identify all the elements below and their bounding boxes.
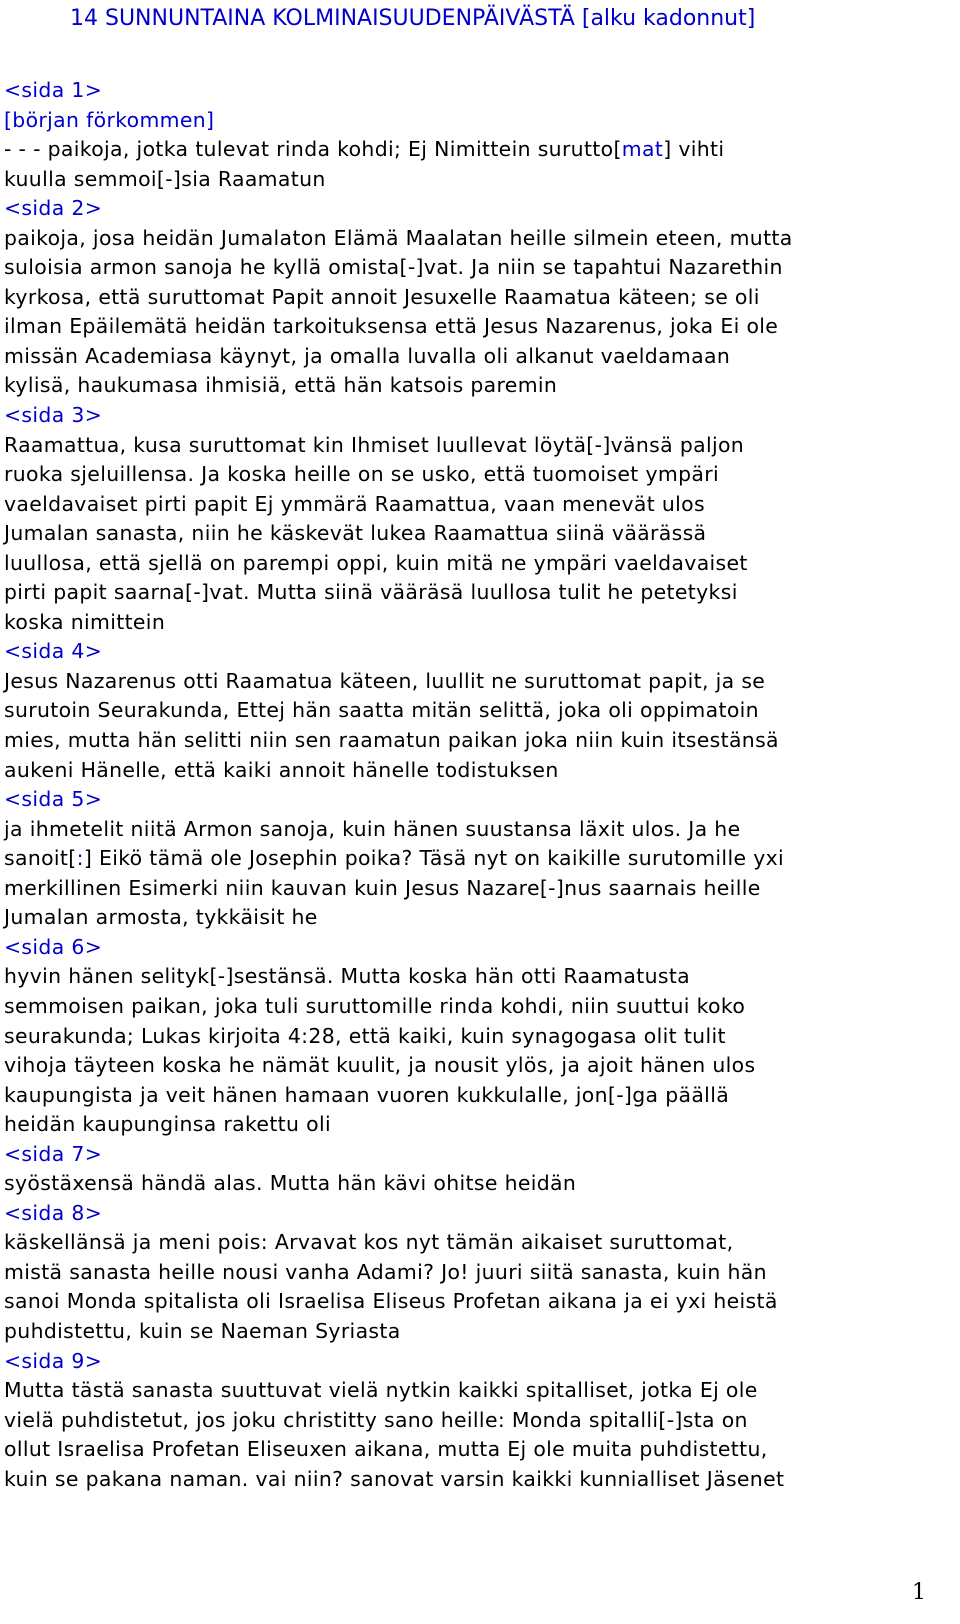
line-text: kuulla semmoi[-]sia Raamatun xyxy=(4,166,326,191)
text-line xyxy=(4,815,956,845)
line-text: ollut Israelisa Profetan Eliseuxen aikana, mutta Ej ole muita puhdistettu, xyxy=(4,1437,768,1462)
line-text: heidän kaupunginsa rakettu oli xyxy=(4,1112,331,1137)
page-marker xyxy=(4,1347,956,1377)
page-marker xyxy=(4,785,956,815)
line-text: kylisä, haukumasa ihmisiä, että hän katsois paremin xyxy=(4,373,558,398)
text-line xyxy=(4,135,956,165)
line-text: vaeldavaiset pirti papit Ej ymmärä Raamattua, vaan menevät ulos xyxy=(4,491,705,516)
page-number: 1 xyxy=(912,1580,926,1605)
page-marker xyxy=(4,637,956,667)
text-line xyxy=(4,165,956,195)
line-text: kuin se pakana naman. vai niin? sanovat varsin kaikki kunnialliset Jäsenet xyxy=(4,1466,785,1491)
page-marker xyxy=(4,106,956,136)
line-text: syöstäxensä händä alas. Mutta hän kävi ohitse heidän xyxy=(4,1171,577,1196)
page-marker-text: [början förkommen] xyxy=(4,107,215,132)
line-text: Jumalan armosta, tykkäisit he xyxy=(4,905,318,930)
text-line xyxy=(4,1287,956,1317)
text-line xyxy=(4,696,956,726)
page-marker-text: <sida 4> xyxy=(4,639,103,664)
page-marker-text: <sida 6> xyxy=(4,934,103,959)
page-marker xyxy=(4,194,956,224)
text-line xyxy=(4,667,956,697)
text-line xyxy=(4,1169,956,1199)
text-line xyxy=(4,371,956,401)
text-line xyxy=(4,431,956,461)
text-line xyxy=(4,490,956,520)
line-text: ruoka sjeluillensa. Ja koska heille on se usko, että tuomoiset ympäri xyxy=(4,462,719,487)
line-text: paikoja, josa heidän Jumalaton Elämä Maalatan heille silmein eteen, mutta xyxy=(4,225,793,250)
page-marker-text: <sida 1> xyxy=(4,78,103,102)
page-marker xyxy=(4,1199,956,1229)
text-line xyxy=(4,874,956,904)
editorial-insert: mat xyxy=(621,137,664,162)
text-line xyxy=(4,519,956,549)
text-line xyxy=(4,460,956,490)
line-text: mistä sanasta heille nousi vanha Adami? Jo! juuri siitä sanasta, kuin hän xyxy=(4,1259,767,1284)
line-text: missän Academiasa käynyt, ja omalla luvalla oli alkanut vaeldamaan xyxy=(4,343,731,368)
text-line xyxy=(4,903,956,933)
text-line xyxy=(4,1435,956,1465)
text-line xyxy=(4,1022,956,1052)
line-text: - - - paikoja, jotka tulevat rinda kohdi; Ej Nimittein surutto[ xyxy=(4,137,622,162)
line-text: aukeni Hänelle, että kaiki annoit hänelle todistuksen xyxy=(4,757,559,782)
line-text: vihoja täyteen koska he nämät kuulit, ja nousit ylös, ja ajoit hänen ulos xyxy=(4,1053,756,1078)
text-line xyxy=(4,578,956,608)
line-text: Jumalan sanasta, niin he käskevät lukea Raamattua siinä väärässä xyxy=(4,521,707,546)
page-marker xyxy=(4,401,956,431)
text-line xyxy=(4,1406,956,1436)
text-line xyxy=(4,1465,956,1495)
text-line xyxy=(4,224,956,254)
page-marker xyxy=(4,1140,956,1170)
page-marker-text: <sida 8> xyxy=(4,1200,103,1225)
text-line xyxy=(4,1317,956,1347)
line-text: semmoisen paikan, joka tuli suruttomille rinda kohdi, niin suuttui koko xyxy=(4,993,746,1018)
text-line xyxy=(4,844,956,874)
text-line xyxy=(4,1228,956,1258)
line-text: sanoi Monda spitalista oli Israelisa Eliseus Profetan aikana ja ei yxi heistä xyxy=(4,1289,778,1314)
text-line xyxy=(4,992,956,1022)
text-line xyxy=(4,1051,956,1081)
page-marker-text: <sida 9> xyxy=(4,1348,103,1373)
text-line xyxy=(4,1258,956,1288)
line-text: ja ihmetelit niitä Armon sanoja, kuin hänen suustansa läxit ulos. Ja he xyxy=(4,816,741,841)
line-text: mies, mutta hän selitti niin sen raamatun paikan joka niin kuin itsestänsä xyxy=(4,728,779,753)
line-text: ] Eikö tämä ole Josephin poika? Täsä nyt on kaikille surutomille yxi xyxy=(83,846,785,871)
text-line xyxy=(4,726,956,756)
line-text: luullosa, että sjellä on parempi oppi, kuin mitä ne ympäri vaeldavaiset xyxy=(4,550,748,575)
line-text: seurakunda; Lukas kirjoita 4:28, että kaiki, kuin synagogasa olit tulit xyxy=(4,1023,726,1048)
line-text: sanoit[ xyxy=(4,846,77,871)
text-line xyxy=(4,253,956,283)
document-body xyxy=(4,76,956,1494)
line-text: Mutta tästä sanasta suuttuvat vielä nytkin kaikki spitalliset, jotka Ej ole xyxy=(4,1378,758,1403)
text-line xyxy=(4,283,956,313)
line-text: ilman Epäilemätä heidän tarkoituksensa että Jesus Nazarenus, joka Ei ole xyxy=(4,314,779,339)
line-text: suloisia armon sanoja he kyllä omista[-]vat. Ja niin se tapahtui Nazarethin xyxy=(4,255,783,280)
page-marker-text: <sida 2> xyxy=(4,196,103,221)
line-text: puhdistettu, kuin se Naeman Syriasta xyxy=(4,1318,401,1343)
text-line xyxy=(4,342,956,372)
text-line xyxy=(4,962,956,992)
line-text: merkillinen Esimerki niin kauvan kuin Jesus Nazare[-]nus saarnais heille xyxy=(4,875,761,900)
line-text: koska nimittein xyxy=(4,609,166,634)
page-marker-text: <sida 7> xyxy=(4,1141,103,1166)
line-text: kaupungista ja veit hänen hamaan vuoren kukkulalle, jon[-]ga päällä xyxy=(4,1082,730,1107)
line-text: Jesus Nazarenus otti Raamatua käteen, luullit ne suruttomat papit, ja se xyxy=(4,668,766,693)
text-line xyxy=(4,1376,956,1406)
line-text: surutoin Seurakunda, Ettej hän saatta mitän selittä, joka oli oppimatoin xyxy=(4,698,759,723)
document-title: 14 SUNNUNTAINA KOLMINAISUUDENPÄIVÄSTÄ [alku kadonnut] xyxy=(70,6,756,31)
text-line xyxy=(4,312,956,342)
text-line xyxy=(4,756,956,786)
line-text: käskellänsä ja meni pois: Arvavat kos nyt tämän aikaiset suruttomat, xyxy=(4,1230,734,1255)
text-line xyxy=(4,549,956,579)
line-text: pirti papit saarna[-]vat. Mutta siinä vääräsä luullosa tulit he petetyksi xyxy=(4,580,738,605)
line-text: vielä puhdistetut, jos joku christitty sano heille: Monda spitalli[-]sta on xyxy=(4,1407,748,1432)
text-line xyxy=(4,1110,956,1140)
page-marker-text: <sida 5> xyxy=(4,787,103,812)
page-marker-text: <sida 3> xyxy=(4,403,103,428)
line-text: hyvin hänen selityk[-]sestänsä. Mutta koska hän otti Raamatusta xyxy=(4,964,691,989)
page-marker xyxy=(4,933,956,963)
line-text: kyrkosa, että suruttomat Papit annoit Jesuxelle Raamatua käteen; se oli xyxy=(4,284,760,309)
page-marker xyxy=(4,76,956,106)
line-text: Raamattua, kusa suruttomat kin Ihmiset luullevat löytä[-]vänsä paljon xyxy=(4,432,745,457)
line-text: ] vihti xyxy=(663,137,725,162)
text-line xyxy=(4,1081,956,1111)
editorial-insert: : xyxy=(76,846,84,871)
text-line xyxy=(4,608,956,638)
